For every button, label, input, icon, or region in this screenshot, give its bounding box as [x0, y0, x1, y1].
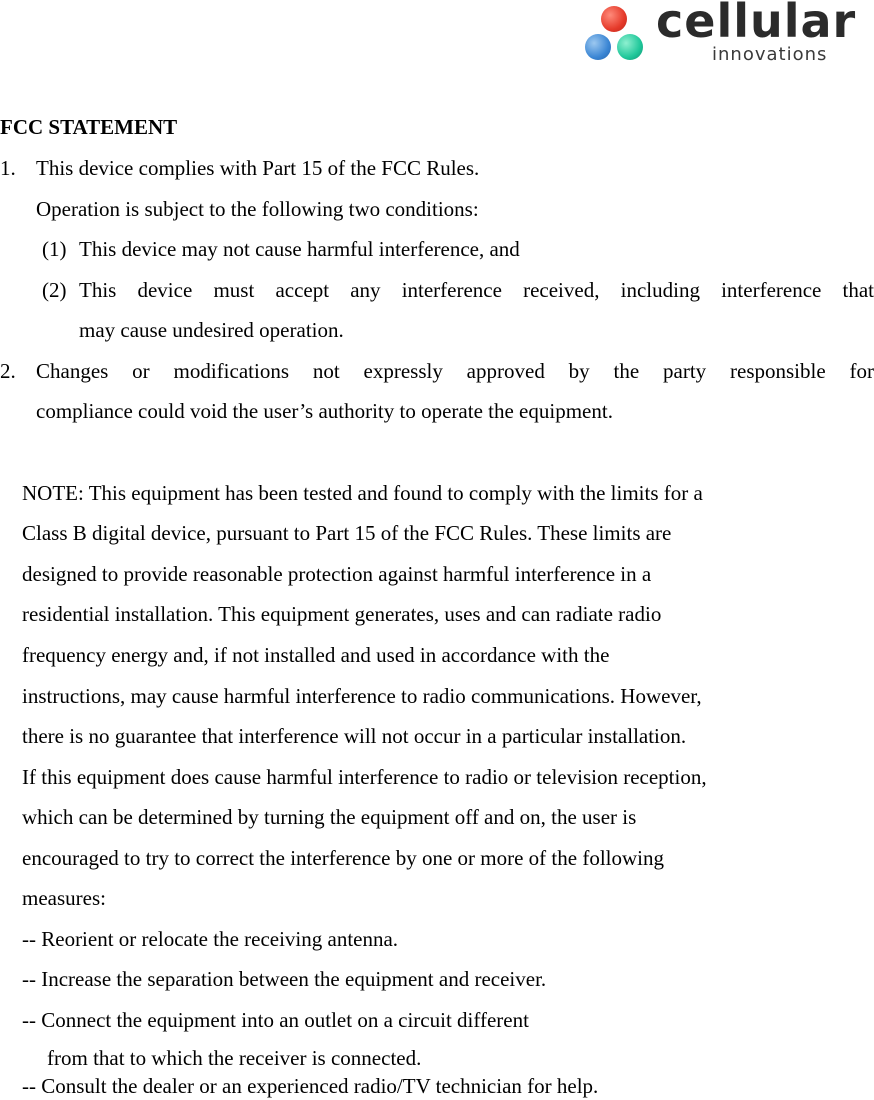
item-2-line-2: compliance could void the user’s authority to operate the equipment.	[36, 399, 613, 423]
note-line: designed to provide reasonable protection against harmful interference in a	[22, 562, 652, 586]
item-2-line-1: Changes or modifications not expressly approved by the party responsible for	[36, 359, 874, 383]
note-line: frequency energy and, if not installed and used in accordance with the	[22, 643, 610, 667]
note-line: instructions, may cause harmful interference to radio communications. However,	[22, 684, 702, 708]
measure-item: -- Reorient or relocate the receiving antenna.	[22, 927, 399, 951]
item-1-number: 1.	[0, 156, 16, 180]
logo-subbrand-text: innovations	[712, 44, 828, 65]
item-1-line-1: This device complies with Part 15 of the FCC Rules.	[36, 156, 480, 180]
note-line: NOTE: This equipment has been tested and found to comply with the limits for a	[22, 481, 703, 505]
logo-brand-text: cellular	[656, 0, 857, 48]
item-1-line-2: Operation is subject to the following two conditions:	[36, 197, 479, 221]
measure-item: -- Connect the equipment into an outlet on a circuit different	[22, 1008, 529, 1032]
condition-2-line-2: may cause undesired operation.	[79, 318, 344, 342]
note-line: Class B digital device, pursuant to Part 15 of the FCC Rules. These limits are	[22, 521, 672, 545]
item-2-number: 2.	[0, 359, 16, 383]
note-line: measures:	[22, 886, 106, 910]
note-line: If this equipment does cause harmful interference to radio or television reception,	[22, 765, 707, 789]
brand-logo	[584, 0, 857, 65]
note-line: there is no guarantee that interference will not occur in a particular installation.	[22, 724, 687, 748]
measure-item: -- Increase the separation between the equipment and receiver.	[22, 967, 547, 991]
measure-item-continuation: from that to which the receiver is connected.	[47, 1046, 422, 1070]
note-line: encouraged to try to correct the interference by one or more of the following	[22, 846, 664, 870]
logo-red-dot	[601, 6, 627, 32]
logo-green-dot	[617, 34, 643, 60]
condition-1-text: This device may not cause harmful interference, and	[79, 237, 520, 261]
condition-2-number: (2)	[42, 278, 67, 302]
page-title: FCC STATEMENT	[0, 115, 178, 139]
condition-1-number: (1)	[42, 237, 67, 261]
note-line: which can be determined by turning the equipment off and on, the user is	[22, 805, 637, 829]
measure-item: -- Consult the dealer or an experienced radio/TV technician for help.	[22, 1074, 599, 1098]
note-line: residential installation. This equipment generates, uses and can radiate radio	[22, 602, 662, 626]
condition-2-line-1: This device must accept any interference received, including interference that	[79, 278, 874, 302]
logo-blue-dot	[585, 34, 611, 60]
